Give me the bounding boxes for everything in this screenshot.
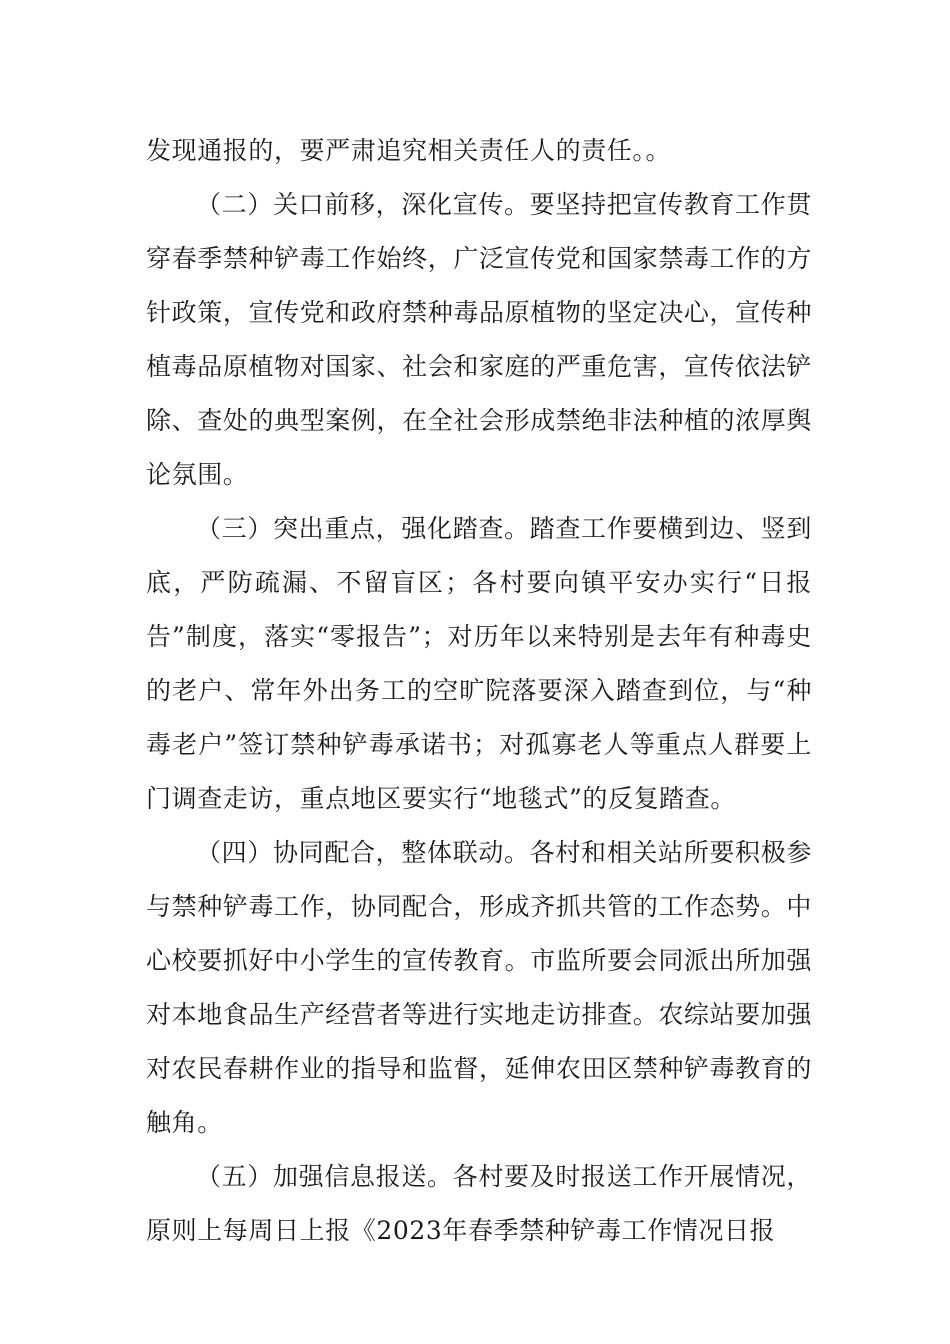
paragraph-5: （五）加强信息报送。各村要及时报送工作开展情况，原则上每周日上报《2023年春季禁种铲毒工作情况日报 [146, 1162, 812, 1245]
paragraph-4: （四）协同配合，整体联动。各村和相关站所要积极参与禁种铲毒工作，协同配合，形成齐抓共管的工作态势。中心校要抓好中小学生的宣传教育。市监所要会同派出所加强对本地食品生产经营者等进行实地走访排查。农综站要加强对农民春耕作业的指导和监督，延伸农田区禁种铲毒教育的触角。 [146, 838, 812, 1137]
paragraph-1: 发现通报的，要严肃追究相关责任人的责任。。 [146, 136, 672, 165]
paragraph-3: （三）突出重点，强化踏查。踏查工作要横到边、竖到底，严防疏漏、不留盲区；各村要向镇平安办实行“日报告”制度，落实“零报告”；对历年以来特别是去年有种毒史的老户、常年外出务工的空旷院落要深入踏查到位，与“种毒老户”签订禁种铲毒承诺书；对孤寡老人等重点人群要上门调查走访，重点地区要实行“地毯式”的反复踏查。 [146, 514, 812, 813]
document-body [146, 124, 812, 1258]
paragraph-2: （二）关口前移，深化宣传。要坚持把宣传教育工作贯穿春季禁种铲毒工作始终，广泛宣传党和国家禁毒工作的方针政策，宣传党和政府禁种毒品原植物的坚定决心，宣传种植毒品原植物对国家、社会和家庭的严重危害，宣传依法铲除、查处的典型案例，在全社会形成禁绝非法种植的浓厚舆论氛围。 [146, 190, 812, 489]
